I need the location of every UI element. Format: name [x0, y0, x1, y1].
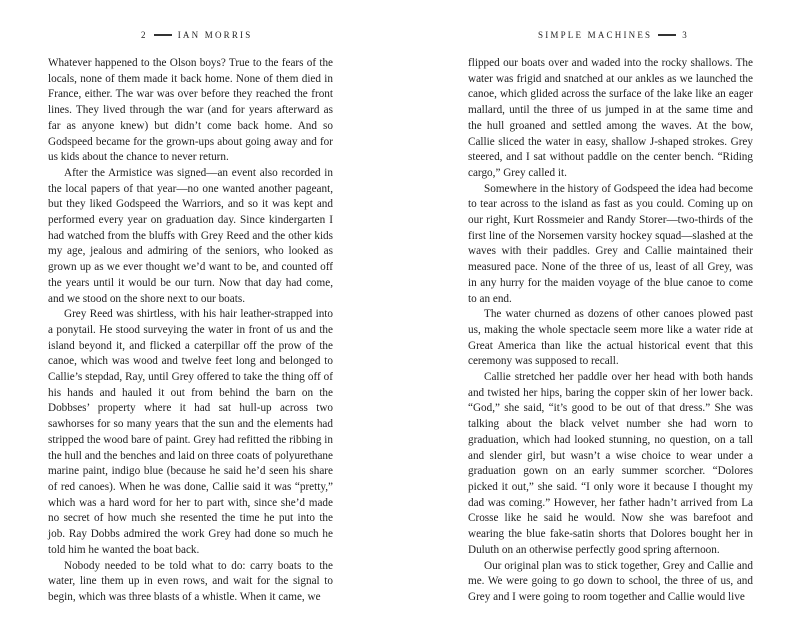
right-page-number: 3	[682, 30, 689, 40]
paragraph: The water churned as dozens of other canoes plowed past us, making the whole spectacle seem more like a water ride at Great America than like the actual historical event that this ceremony was supposed to recall.	[468, 308, 753, 368]
header-rule	[658, 34, 676, 36]
paragraph: Callie stretched her paddle over her head with both hands and twisted her hips, baring the copper skin of her lower back. “God,” she said, “it’s good to be out of that dress.” She was talking about the black velvet number she had worn to graduation, which had looked stunning, no question, on a tall and slender girl, but wasn’t a wise choice to wear under a graduation gown on an early summer scorcher. “Dolores picked it out,” she said. “I only wore it because I thought my dad was coming.” However, her father hadn’t arrived from La Crosse like he said he would. Now she was barefoot and wearing the blue fake-satin shorts that Dolores bought her in Duluth on an otherwise perfectly good spring afternoon.	[468, 371, 753, 556]
right-running-head	[538, 30, 689, 40]
paragraph: Whatever happened to the Olson boys? True to the fears of the locals, none of them made it back home. None of them died in France, either. The war was over before they reached the front lines. They lived through the war (and for years afterward as far as anyone knew) but didn’t come back home. And so Godspeed became for the grown-ups about going away and for us kids about the chance to never return.	[48, 57, 333, 164]
left-page-number: 2	[141, 30, 148, 40]
paragraph: Somewhere in the history of Godspeed the idea had become to tear across to the island as fast as you could. Coming up on our right, Kurt Rossmeier and Randy Storer—two-thirds of the first line of the Norsemen varsity hockey squad—slashed at the waves with their paddles. Grey and Callie maintained their measured pace. None of the three of us, least of all Grey, was in any hurry for the maiden voyage of the blue canoe to come to an end.	[468, 182, 753, 305]
right-page	[400, 0, 800, 618]
left-running-head	[141, 30, 252, 40]
right-running-head-title: SIMPLE MACHINES	[538, 30, 653, 40]
header-rule	[154, 34, 172, 36]
left-page-body	[48, 56, 333, 606]
paragraph: Our original plan was to stick together, Grey and Callie and me. We were going to go down to school, the three of us, and Grey and I were going to room together and Callie would live	[468, 559, 753, 603]
paragraph: After the Armistice was signed—an event also recorded in the local papers of that year—no one wanted another pageant, but they liked Godspeed the Warriors, and so it was kept and performed every year on graduation day. Since kindergarten I had watched from the bluffs with Grey Reed and the other kids my age, jealous and admiring of the seniors, who looked as grown up as we ever thought we’d want to be, and counted off the years until it would be our turn. Now that day had come, and we stood on the shore next to our boats.	[48, 166, 333, 305]
paragraph: Grey Reed was shirtless, with his hair leather-strapped into a ponytail. He stood surveying the water in front of us and the island beyond it, and flicked a caterpillar off the prow of the canoe, which was wood and twelve feet long and belonged to Callie’s stepdad, Ray, until Grey offered to take the thing off of his hands and hauled it out from behind the barn on the Dobbses’ property where it had sat hull-up across two sawhorses for so many years that the sun and the elements had stripped the wood bare of paint. Grey had refitted the ribbing in the hull and the benches and laid on three coats of polyurethane marine paint, indigo blue (because he said he’d seen his share of red canoes). When he was done, Callie said it was “pretty,” which was a hard word for her to part with, since she’d made no secret of how much she resented the time he put into the job. Ray Dobbs admired the work Grey had done so much he told him he wanted the boat back.	[48, 308, 333, 556]
left-running-head-title: IAN MORRIS	[177, 30, 253, 40]
paragraph: flipped our boats over and waded into the rocky shallows. The water was frigid and snatched at our ankles as we launched the canoe, which glided across the surface of the lake like an eager mallard, until the three of us jumped in at the same time and the hull groaned and settled among the waves. At the bow, Callie sliced the water in easy, shallow J-shaped strokes. Grey steered, and I sat without paddle on the center bench. “Riding cargo,” Grey called it.	[468, 57, 753, 179]
paragraph: Nobody needed to be told what to do: carry boats to the water, line them up in even rows, and wait for the signal to begin, which was three blasts of a whistle. When it came, we	[48, 559, 333, 603]
right-page-body	[468, 56, 753, 606]
